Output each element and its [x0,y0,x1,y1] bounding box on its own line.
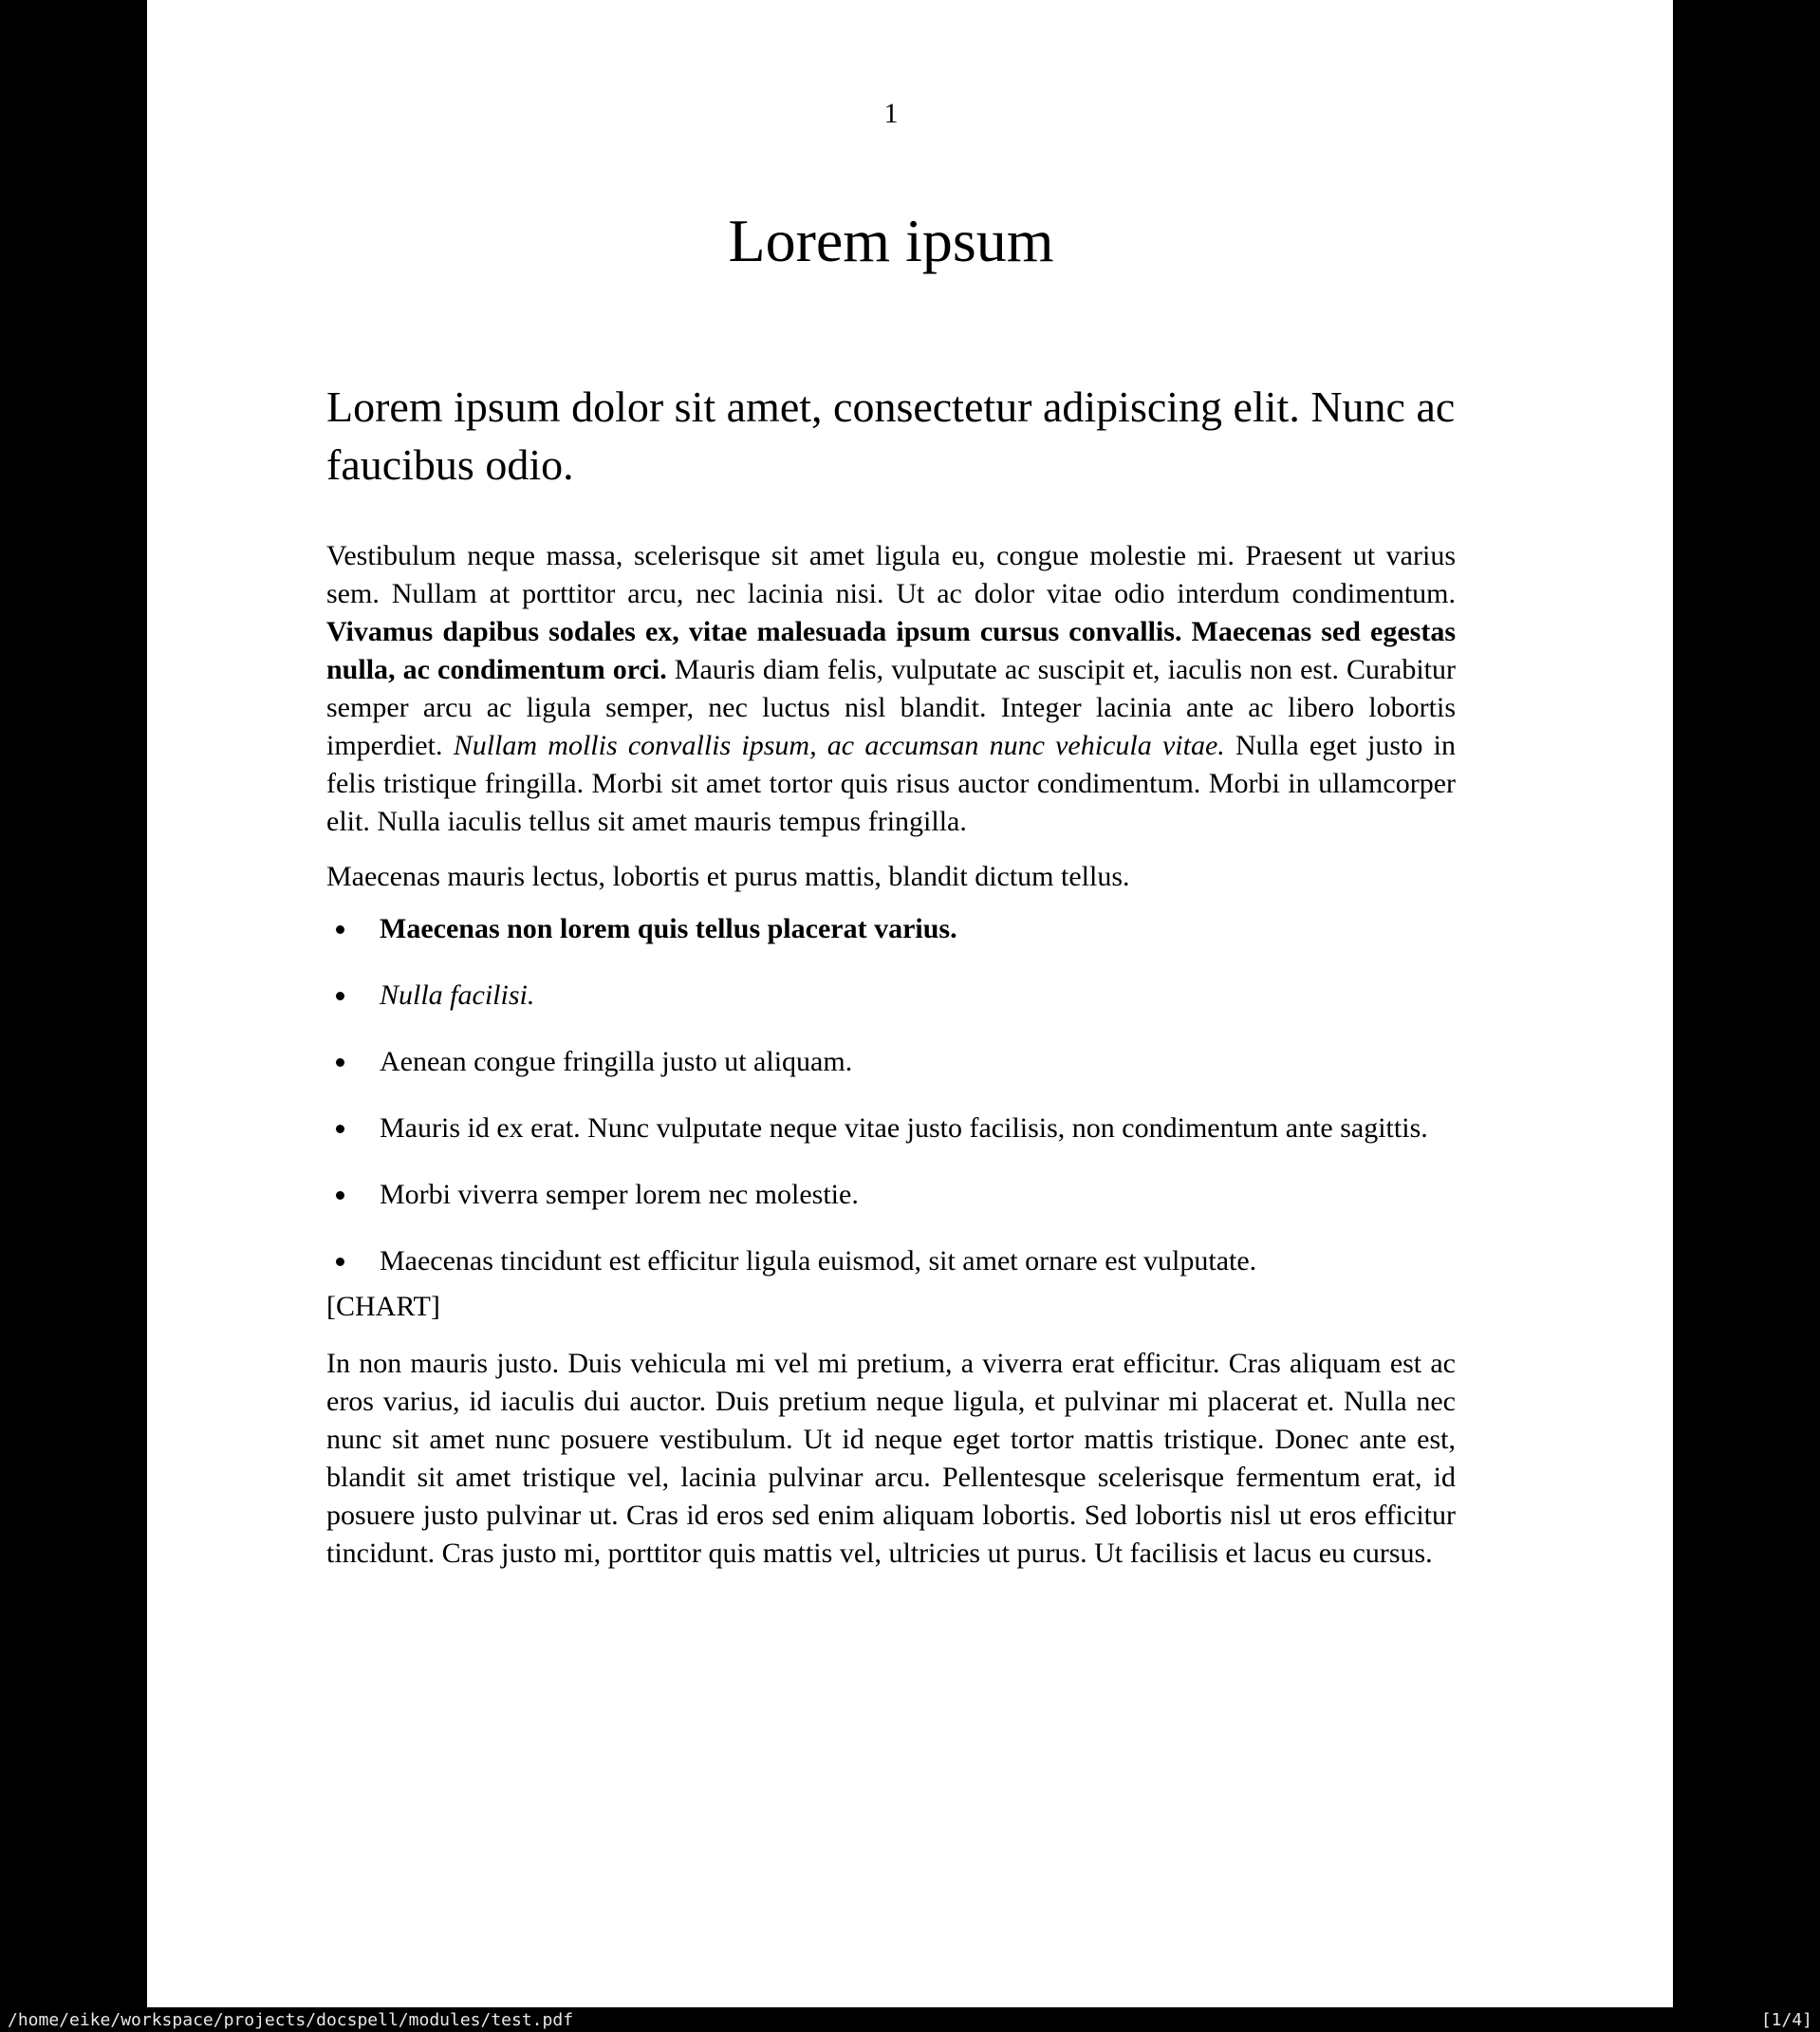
paragraph-1 [326,537,1456,841]
paragraph-1-segment-normal-2: Mauris diam felis, vulputate ac suscipit et, iaculis non est. Curabitur semper arcu ac ligula semper, nec luctus nisl blandit. Integer lacinia ante ac libero lobortis imperdiet. [326,654,1457,761]
bullet-list [326,910,1456,1280]
section-heading: Lorem ipsum dolor sit amet, consectetur adipiscing elit. Nunc ac faucibus odio. [326,382,1456,489]
paragraph-1-segment-normal-3: Nulla eget justo in felis tristique fringilla. Morbi sit amet tortor quis risus auctor condimentum. Morbi in ullamcorper elit. Nulla iaculis tellus sit amet mauris tempus fringilla. [326,730,1456,837]
chart-placeholder: [CHART] [326,1291,440,1322]
list-item: Maecenas non lorem quis tellus placerat varius. [326,910,1456,948]
paragraph-2: Maecenas mauris lectus, lobortis et purus mattis, blandit dictum tellus. [326,861,1130,892]
document-title: Lorem ipsum [728,207,1054,274]
list-item: Morbi viverra semper lorem nec molestie. [326,1176,1456,1214]
list-item: Maecenas tincidunt est efficitur ligula euismod, sit amet ornare est vulputate. [326,1242,1456,1280]
list-item: Nulla facilisi. [326,977,1456,1015]
page-number: 1 [883,98,899,129]
statusbar-file-path: /home/eike/workspace/projects/docspell/modules/test.pdf [8,2009,574,2030]
paragraph-1-segment-normal-1: Vestibulum neque massa, scelerisque sit amet ligula eu, congue molestie mi. Praesent ut varius sem. Nullam at porttitor arcu, nec lacinia nisi. Ut ac dolor vitae odio interdum condimentum. [326,540,1456,609]
document-page[interactable] [147,0,1673,2008]
paragraph-1-segment-italic: Nullam mollis convallis ipsum, ac accumsan nunc vehicula vitae. [453,730,1225,761]
statusbar-page-indicator: [1/4] [1760,2009,1812,2030]
page-content [326,378,1456,1573]
statusbar [0,2007,1820,2032]
list-item: Aenean congue fringilla justo ut aliquam. [326,1043,1456,1081]
list-item: Mauris id ex erat. Nunc vulputate neque vitae justo facilisis, non condimentum ante sagittis. [326,1109,1456,1147]
paragraph-1-segment-bold: Vivamus dapibus sodales ex, vitae malesuada ipsum cursus convallis. Maecenas sed egestas nulla, ac condimentum orci. [326,616,1456,685]
paragraph-3: In non mauris justo. Duis vehicula mi vel mi pretium, a viverra erat efficitur. Cras aliquam est ac eros varius, id iaculis dui auctor. Duis pretium neque ligula, et pulvinar mi placerat et. Nulla nec nunc sit amet nunc posuere vestibulum. Ut id neque eget tortor mattis tristique. Donec ante est, blandit sit amet tristique vel, lacinia pulvinar arcu. Pellentesque scelerisque fermentum erat, id posuere justo pulvinar ut. Cras id eros sed enim aliquam lobortis. Sed lobortis nisl ut eros efficitur tincidunt. Cras justo mi, porttitor quis mattis vel, ultricies ut purus. Ut facilisis et lacus eu cursus. [326,1348,1456,1569]
